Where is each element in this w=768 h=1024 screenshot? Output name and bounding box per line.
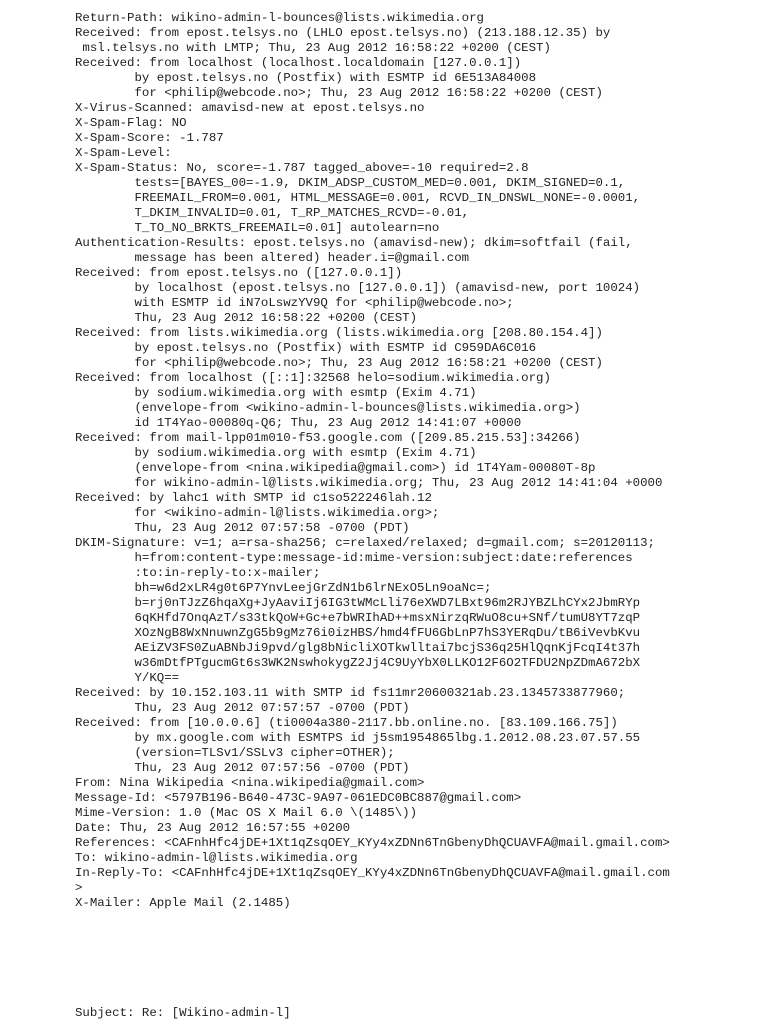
header-line: Received: from localhost (localhost.localdomain [127.0.0.1]) [75,56,522,70]
header-line: 6qKHfd7OnqAzT/s33tkQoW+Gc+e7bWRIhAD++msxNirzqRWuO8cu+SNf/tumU8YT7zqP [75,611,641,625]
header-line: by sodium.wikimedia.org with esmtp (Exim 4.71) [75,446,477,460]
header-line: References: <CAFnhHfc4jDE+1Xt1qZsqOEY_KYy4xZDNn6TnGbenyDhQCUAVFA@mail.gmail.com> [75,836,670,850]
header-line: Thu, 23 Aug 2012 16:58:22 +0200 (CEST) [75,311,418,325]
header-line: for <philip@webcode.no>; Thu, 23 Aug 2012 16:58:21 +0200 (CEST) [75,356,603,370]
header-line: bh=w6d2xLR4g0t6P7YnvLeejGrZdN1b6lrNExO5Ln9oaNc=; [75,581,492,595]
header-line: DKIM-Signature: v=1; a=rsa-sha256; c=relaxed/relaxed; d=gmail.com; s=20120113; [75,536,655,550]
header-line: Message-Id: <5797B196-B640-473C-9A97-061EDC0BC887@gmail.com> [75,791,522,805]
header-line: > [75,881,83,895]
header-line: b=rj0nTJzZ6hqaXg+JyAaviIj6IG3tWMcLli76eXWD7LBxt96m2RJYBZLhCYx2JbmRYp [75,596,641,610]
header-line: by localhost (epost.telsys.no [127.0.0.1]) (amavisd-new, port 10024) [75,281,641,295]
header-line: Thu, 23 Aug 2012 07:57:57 -0700 (PDT) [75,701,410,715]
header-line: for <philip@webcode.no>; Thu, 23 Aug 2012 16:58:22 +0200 (CEST) [75,86,603,100]
header-line: msl.telsys.no with LMTP; Thu, 23 Aug 2012 16:58:22 +0200 (CEST) [75,41,551,55]
header-line: X-Virus-Scanned: amavisd-new at epost.telsys.no [75,101,425,115]
header-line: (envelope-from <nina.wikipedia@gmail.com>) id 1T4Yam-00080T-8p [75,461,596,475]
header-line: FREEMAIL_FROM=0.001, HTML_MESSAGE=0.001, RCVD_IN_DNSWL_NONE=-0.0001, [75,191,641,205]
header-line: X-Mailer: Apple Mail (2.1485) [75,896,291,910]
header-line: Received: by lahc1 with SMTP id c1so522246lah.12 [75,491,432,505]
header-line: Authentication-Results: epost.telsys.no (amavisd-new); dkim=softfail (fail, [75,236,633,250]
header-line: by mx.google.com with ESMTPS id j5sm1954865lbg.1.2012.08.23.07.57.55 [75,731,641,745]
header-line: Y/KQ== [75,671,180,685]
header-line: with ESMTP id iN7oLswzYV9Q for <philip@webcode.no>; [75,296,514,310]
header-line: Received: from mail-lpp01m010-f53.google.com ([209.85.215.53]:34266) [75,431,581,445]
header-line: Thu, 23 Aug 2012 07:57:56 -0700 (PDT) [75,761,410,775]
header-line: Return-Path: wikino-admin-l-bounces@lists.wikimedia.org [75,11,484,25]
header-line: Date: Thu, 23 Aug 2012 16:57:55 +0200 [75,821,351,835]
header-line: h=from:content-type:message-id:mime-version:subject:date:references [75,551,633,565]
header-line: To: wikino-admin-l@lists.wikimedia.org [75,851,358,865]
header-line: Mime-Version: 1.0 (Mac OS X Mail 6.0 \(1485\)) [75,806,418,820]
header-line: w36mDtfPTgucmGt6s3WK2NswhokygZ2Jj4C9UyYbX0LLKO12F6O2TFDU2NpZDmA672bX [75,656,641,670]
header-line: Thu, 23 Aug 2012 07:57:58 -0700 (PDT) [75,521,410,535]
header-line: Received: from epost.telsys.no ([127.0.0.1]) [75,266,403,280]
header-line: Received: from epost.telsys.no (LHLO epost.telsys.no) (213.188.12.35) by [75,26,611,40]
header-line: X-Spam-Status: No, score=-1.787 tagged_above=-10 required=2.8 [75,161,529,175]
header-line: X-Spam-Flag: NO [75,116,187,130]
header-line: (version=TLSv1/SSLv3 cipher=OTHER); [75,746,395,760]
header-line: T_TO_NO_BRKTS_FREEMAIL=0.01] autolearn=no [75,221,440,235]
header-line: Received: by 10.152.103.11 with SMTP id fs11mr20600321ab.23.1345733877960; [75,686,626,700]
header-line: X-Spam-Level: [75,146,172,160]
header-line: Received: from lists.wikimedia.org (lists.wikimedia.org [208.80.154.4]) [75,326,603,340]
header-line: AEiZV3FS0ZuABNbJi9pvd/glg8bNicliXOTkwlltai7bcjS36q25HlQqnKjFcqI4t37h [75,641,641,655]
header-line: by sodium.wikimedia.org with esmtp (Exim 4.71) [75,386,477,400]
header-line: From: Nina Wikipedia <nina.wikipedia@gmail.com> [75,776,425,790]
header-line: (envelope-from <wikino-admin-l-bounces@lists.wikimedia.org>) [75,401,581,415]
header-line: for wikino-admin-l@lists.wikimedia.org; Thu, 23 Aug 2012 14:41:04 +0000 [75,476,663,490]
header-line: by epost.telsys.no (Postfix) with ESMTP id C959DA6C016 [75,341,537,355]
header-line: message has been altered) header.i=@gmail.com [75,251,470,265]
header-line: X-Spam-Score: -1.787 [75,131,224,145]
header-line: for <wikino-admin-l@lists.wikimedia.org>; [75,506,440,520]
email-header-block [75,11,670,911]
header-line: by epost.telsys.no (Postfix) with ESMTP id 6E513A84008 [75,71,537,85]
header-line: Received: from [10.0.0.6] (ti0004a380-2117.bb.online.no. [83.109.166.75]) [75,716,618,730]
header-line: Received: from localhost ([::1]:32568 helo=sodium.wikimedia.org) [75,371,551,385]
header-line: :to:in-reply-to:x-mailer; [75,566,321,580]
header-line: tests=[BAYES_00=-1.9, DKIM_ADSP_CUSTOM_MED=0.001, DKIM_SIGNED=0.1, [75,176,626,190]
header-line: In-Reply-To: <CAFnhHfc4jDE+1Xt1qZsqOEY_KYy4xZDNn6TnGbenyDhQCUAVFA@mail.gmail.com [75,866,670,880]
header-line: id 1T4Yao-00080q-Q6; Thu, 23 Aug 2012 14:41:07 +0000 [75,416,522,430]
subject-line: Subject: Re: [Wikino-admin-l] [75,1006,291,1020]
header-line: T_DKIM_INVALID=0.01, T_RP_MATCHES_RCVD=-0.01, [75,206,470,220]
header-line: XOzNgB8WxNnuwnZgG5b9gMz76i0izHBS/hmd4fFU6GbLnP7hS3YERqDu/tB6iVevbKvu [75,626,641,640]
